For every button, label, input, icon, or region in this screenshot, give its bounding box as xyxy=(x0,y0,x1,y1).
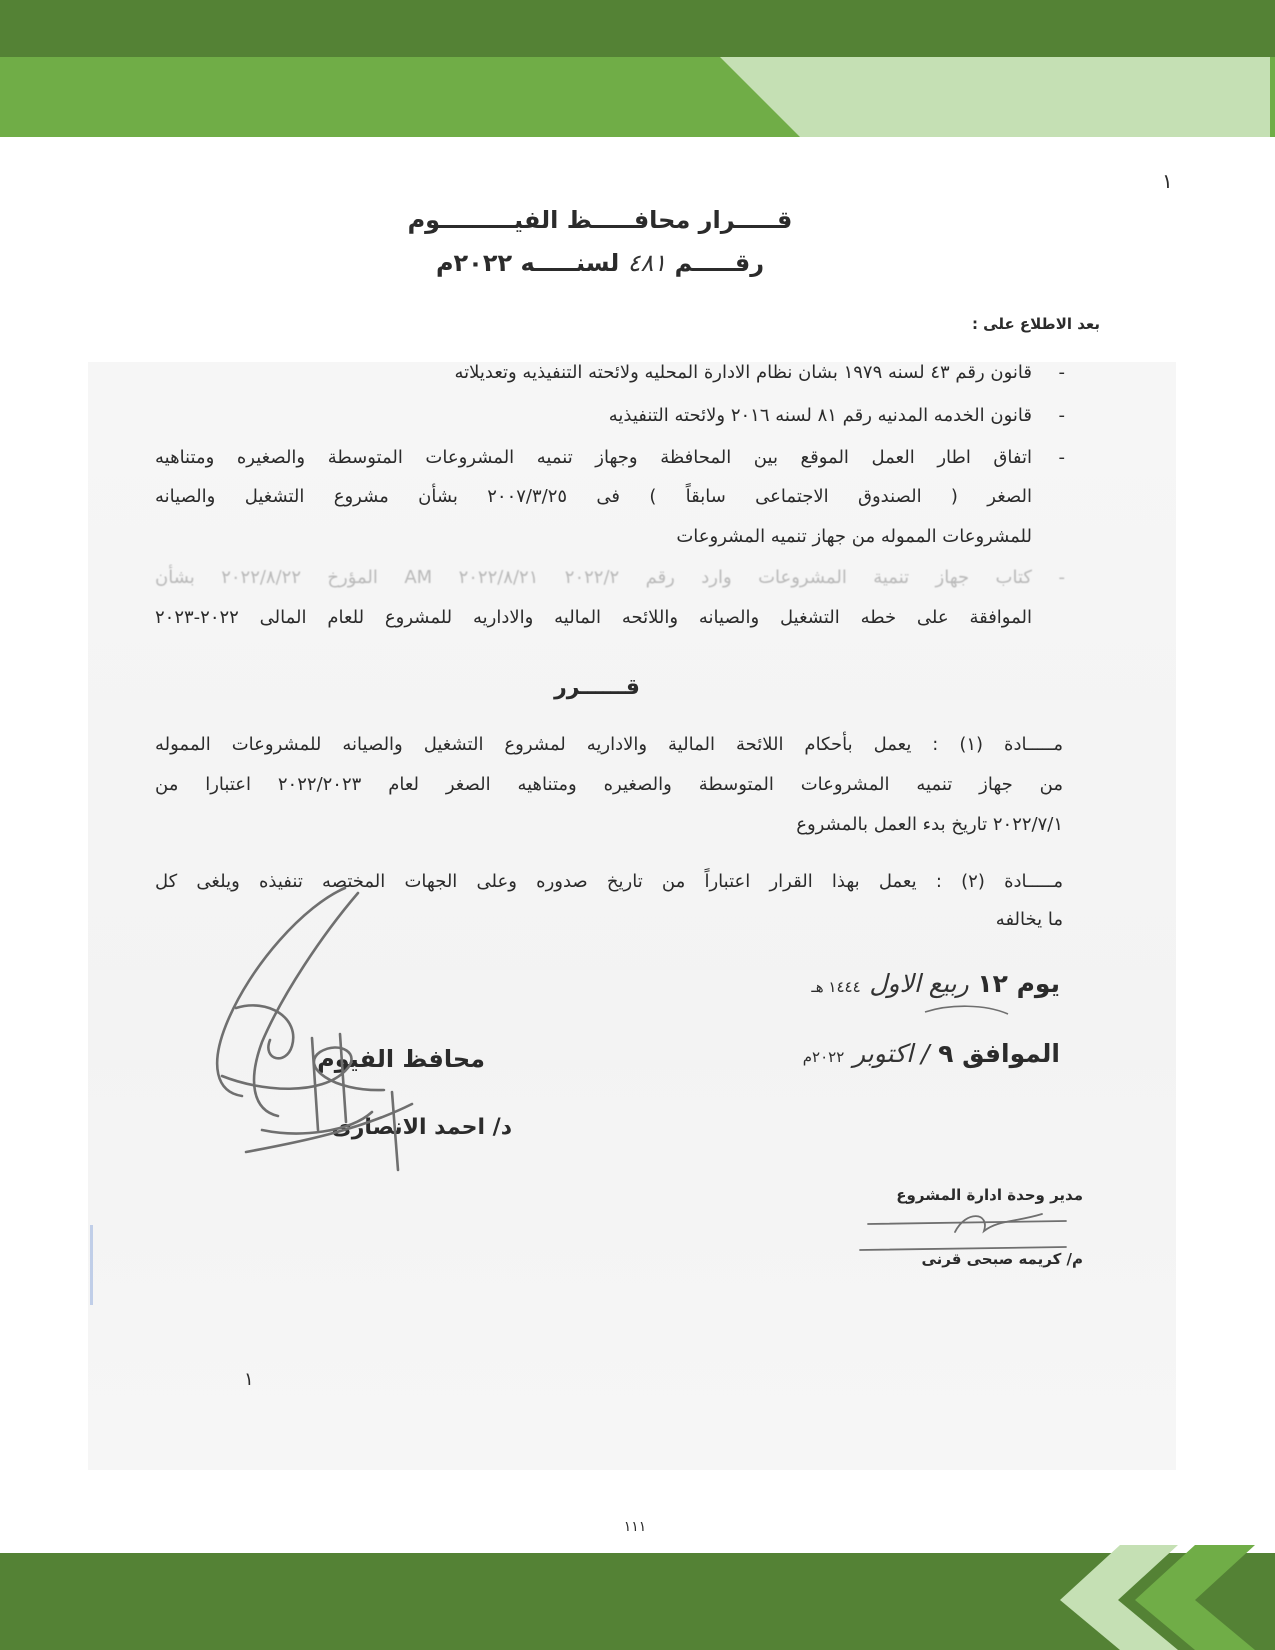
bullet-1: - xyxy=(1058,362,1065,383)
header-dark-strip xyxy=(0,0,1275,57)
gregorian-year: ٢٠٢٢م xyxy=(802,1048,845,1066)
header-band xyxy=(0,0,1275,140)
gregorian-month: / اكتوبر xyxy=(853,1039,930,1068)
preamble-item-4-line-2: الموافقة على خطه التشغيل والصيانه واللائحه الماليه والاداريه للمشروع للعام المالى ٢٠٢٢-٢٠٢٣ xyxy=(155,607,1032,628)
preamble-item-3-line-2: الصغر ( الصندوق الاجتماعى سابقاً ) فى ٢٠٠٧/٣/٢٥ بشأن مشروع التشغيل والصيانه xyxy=(155,486,1032,507)
governor-title: محافظ الفيوم xyxy=(317,1045,485,1073)
scan-blue-mark xyxy=(90,1225,93,1305)
governor-name: د/ احمد الانصارى xyxy=(331,1115,512,1140)
decree-number-line xyxy=(380,246,820,280)
manager-title: مدير وحدة ادارة المشروع xyxy=(896,1186,1083,1204)
hijri-month: ربيع الاول xyxy=(869,969,969,998)
decree-year: لسنـــــه ٢٠٢٢م xyxy=(435,249,620,277)
corner-mark: ١ xyxy=(1162,169,1173,193)
bullet-4: - xyxy=(1058,567,1065,588)
hijri-day: يوم ١٢ xyxy=(977,969,1060,998)
preamble-item-3-line-3: للمشروعات المموله من جهاز تنميه المشروعات xyxy=(676,526,1032,547)
page-number: ١١١ xyxy=(623,1519,647,1535)
article-1-line-1: مـــــادة (١) : يعمل بأحكام اللائحة المالية والاداريه لمشروع التشغيل والصيانه للمشروعات المموله xyxy=(155,734,1063,755)
footer-band xyxy=(0,1545,1275,1650)
header-light-wedge xyxy=(720,57,1270,137)
decree-title: قـــــرار محافـــــظ الفيـــــــــوم xyxy=(407,206,793,234)
preamble-item-1: قانون رقم ٤٣ لسنه ١٩٧٩ بشان نظام الادارة المحليه ولائحته التنفيذيه وتعديلاته xyxy=(454,362,1032,383)
page-mark: ١ xyxy=(244,1369,254,1390)
gregorian-date-line xyxy=(803,1036,1060,1075)
hijri-year: ١٤٤٤ هـ xyxy=(811,978,861,996)
article-2-line-2: ما يخالفه xyxy=(995,909,1063,930)
article-2-line-1: مـــــادة (٢) : يعمل بهذا القرار اعتباراً من تاريخ صدوره وعلى الجهات المختصه تنفيذه ويلغى كل xyxy=(155,871,1063,892)
preamble-item-2: قانون الخدمه المدنيه رقم ٨١ لسنه ٢٠١٦ ولائحته التنفيذيه xyxy=(608,405,1032,426)
bullet-3: - xyxy=(1058,447,1065,468)
article-1-line-3: ٢٠٢٢/٧/١ تاريخ بدء العمل بالمشروع xyxy=(796,814,1063,835)
preamble-heading: بعد الاطلاع على : xyxy=(971,315,1100,333)
header-green-strip xyxy=(0,57,1275,137)
decision-heading: قــــــرر xyxy=(554,675,640,700)
bullet-2: - xyxy=(1058,405,1065,426)
decree-number-label: رقـــــم xyxy=(674,249,765,277)
article-1-line-2: من جهاز تنميه المشروعات المتوسطة والصغيره ومتناهيه الصغر لعام ٢٠٢٢/٢٠٢٣ اعتبارا من xyxy=(155,774,1063,795)
preamble-item-3-line-1: اتفاق اطار العمل الموقع بين المحافظة وجهاز تنميه المشروعات المتوسطة والصغيره ومتناهيه xyxy=(155,447,1032,468)
manager-name: م/ كريمه صبحى قرنى xyxy=(921,1250,1083,1268)
hijri-date-line xyxy=(811,966,1060,1005)
decree-number: ٤٨١ xyxy=(627,249,667,277)
preamble-item-4-line-1: كتاب جهاز تنمية المشروعات وارد رقم ٢٠٢٢/٢ ٢٠٢٢/٨/٢١ AM المؤرخ ٢٠٢٢/٨/٢٢ بشأن xyxy=(155,567,1032,588)
gregorian-day: الموافق ٩ xyxy=(938,1039,1060,1068)
